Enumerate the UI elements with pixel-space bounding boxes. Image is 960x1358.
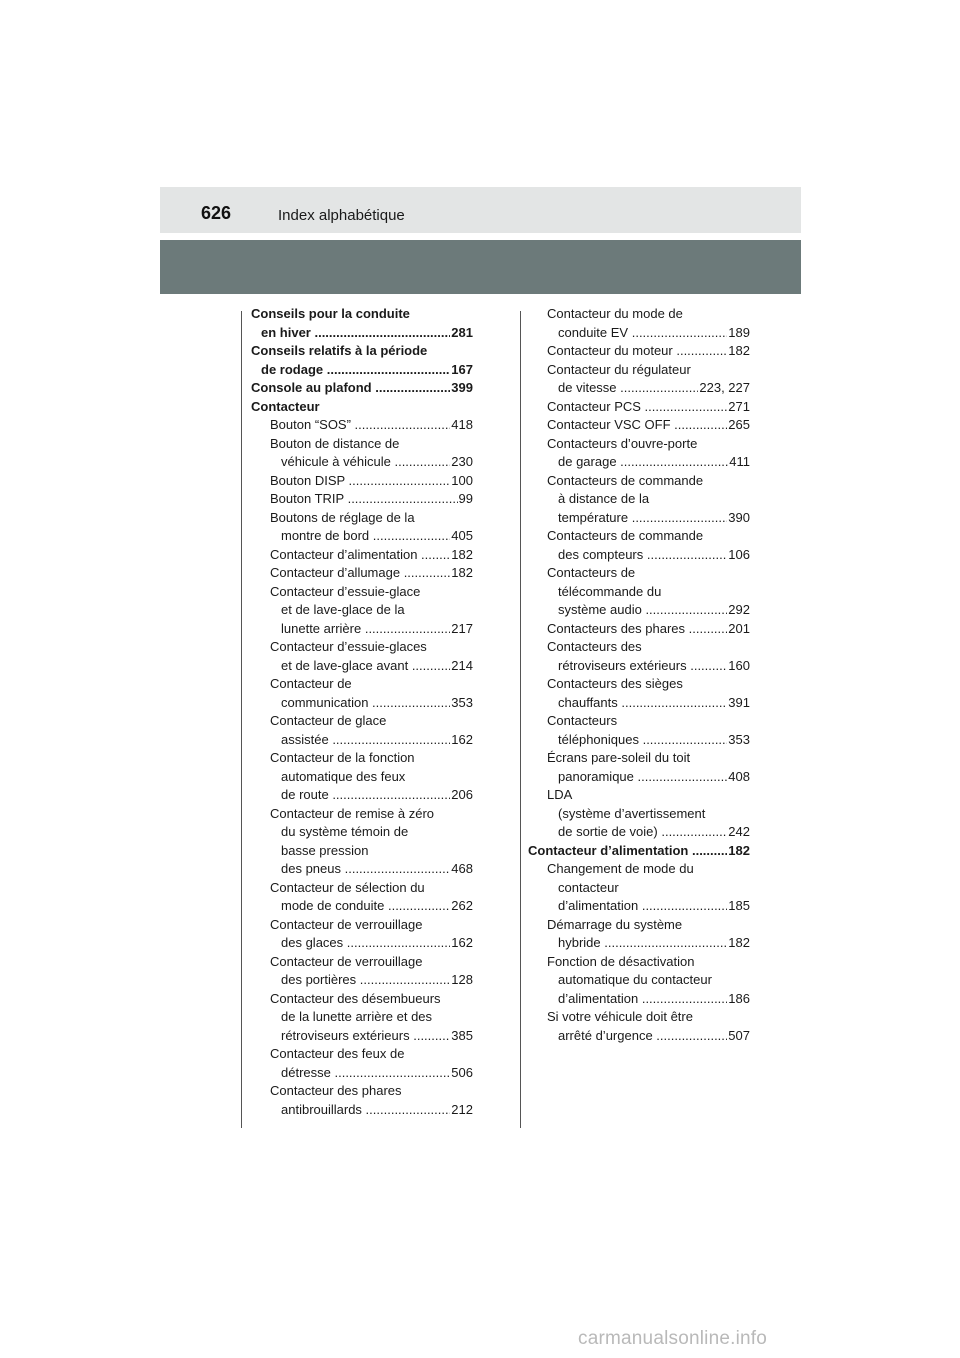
index-entry — [251, 472, 473, 491]
index-entry — [528, 675, 750, 694]
page-number: 626 — [201, 203, 232, 223]
index-entry — [528, 509, 750, 528]
index-entry — [528, 768, 750, 787]
index-entry — [528, 934, 750, 953]
index-entry-text: hybride ..... — [558, 934, 750, 953]
index-page-ref: 353 — [727, 731, 750, 750]
index-entry — [528, 416, 750, 435]
index-entry — [251, 564, 473, 583]
index-page-ref: 262 — [450, 897, 473, 916]
index-page-ref: 405 — [450, 527, 473, 546]
index-entry-text: Conseils relatifs à la période — [251, 343, 428, 358]
index-entry — [528, 786, 750, 805]
index-entry — [251, 342, 473, 361]
index-entry-text: de rodage ..... — [261, 361, 473, 380]
column-divider-right — [520, 311, 521, 1128]
index-entry-text: détresse ..... — [281, 1064, 473, 1083]
index-page-ref: 399 — [450, 379, 473, 398]
index-page-ref: 186 — [727, 990, 750, 1009]
index-entry-text: antibrouillards ..... — [281, 1101, 473, 1120]
index-entry — [528, 361, 750, 380]
index-page-ref: 182 — [450, 564, 473, 583]
index-entry-text: et de lave-glace de la — [281, 602, 405, 617]
index-entry-text: Contacteur des désembueurs — [270, 990, 441, 1006]
index-entry — [251, 583, 473, 602]
column-divider-left — [241, 311, 242, 1128]
index-entry-text: Contacteurs d’ouvre-porte — [547, 435, 698, 451]
index-entry-text: Contacteur de glace — [270, 713, 387, 728]
index-entry-text: lunette arrière ..... — [281, 620, 473, 639]
index-entry-text: Contacteur de sélection du — [270, 879, 425, 895]
index-entry-text: Contacteur du moteur ..... — [547, 342, 750, 361]
index-page-ref: 182 — [450, 546, 473, 565]
index-entry-text: des pneus ..... — [281, 860, 473, 879]
index-entry-text: en hiver ..... — [261, 324, 473, 343]
index-page-ref: 212 — [450, 1101, 473, 1120]
index-entry — [528, 620, 750, 639]
index-entry-text: de route ..... — [281, 786, 473, 805]
index-entry — [251, 1045, 473, 1064]
index-entry-text: chauffants ..... — [558, 694, 750, 713]
index-entry-text: Console au plafond ..... — [251, 379, 473, 398]
index-entry — [528, 805, 750, 824]
index-entry — [251, 620, 473, 639]
index-entry-text: arrêté d’urgence ..... — [558, 1027, 750, 1046]
index-entry-text: de garage ..... — [558, 453, 750, 472]
index-entry — [528, 583, 750, 602]
index-entry — [251, 694, 473, 713]
index-entry-text: Boutons de réglage de la — [270, 509, 415, 525]
index-entry — [528, 897, 750, 916]
index-entry — [251, 416, 473, 435]
index-entry-text: Contacteur des feux de — [270, 1046, 405, 1061]
index-entry — [251, 953, 473, 972]
index-entry-text: Écrans pare-soleil du toit — [547, 750, 691, 765]
index-page-ref: 160 — [727, 657, 750, 676]
index-entry-text: véhicule à véhicule ..... — [281, 453, 473, 472]
index-page-ref: 390 — [727, 509, 750, 528]
index-entry — [251, 1064, 473, 1083]
index-entry — [528, 971, 750, 990]
index-entry-text: Fonction de désactivation — [547, 953, 695, 969]
index-page-ref: 353 — [450, 694, 473, 713]
index-page-ref: 411 — [728, 453, 750, 472]
index-entry — [528, 527, 750, 546]
index-entry — [251, 786, 473, 805]
index-entry-text: de sortie de voie) ..... — [558, 823, 750, 842]
index-page-ref: 100 — [450, 472, 473, 491]
index-page-ref: 106 — [727, 546, 750, 565]
index-entry — [251, 675, 473, 694]
index-entry — [528, 453, 750, 472]
index-entry — [251, 1082, 473, 1101]
index-entry-text: Contacteur de verrouillage — [270, 916, 423, 932]
index-entry-text: Contacteur de remise à zéro — [270, 805, 435, 821]
index-entry-text: Bouton “SOS” ..... — [270, 416, 473, 435]
index-page-ref: 128 — [450, 971, 473, 990]
index-entry — [251, 971, 473, 990]
index-page-ref: 206 — [450, 786, 473, 805]
index-entry-text: Contacteur du mode de — [547, 306, 683, 321]
index-page-ref: 99 — [458, 490, 473, 509]
index-entry — [251, 324, 473, 343]
index-entry — [251, 990, 473, 1009]
index-entry-text: Contacteur de — [270, 676, 352, 691]
index-entry — [528, 398, 750, 417]
index-entry — [528, 1008, 750, 1027]
index-entry — [528, 601, 750, 620]
index-entry — [251, 435, 473, 454]
index-page-ref: 281 — [450, 324, 473, 343]
index-entry — [251, 823, 473, 842]
index-entry — [528, 472, 750, 491]
index-entry — [251, 731, 473, 750]
index-entry — [528, 860, 750, 879]
index-entry — [528, 953, 750, 972]
index-page-ref: 201 — [727, 620, 750, 639]
index-entry — [251, 842, 473, 861]
index-page-ref: 217 — [450, 620, 473, 639]
index-entry — [251, 934, 473, 953]
index-entry-text: Contacteurs des phares ..... — [547, 620, 750, 639]
index-entry-text: système audio ..... — [558, 601, 750, 620]
index-entry-text: Contacteurs des sièges — [547, 676, 683, 691]
index-entry-text: automatique du contacteur — [558, 972, 712, 987]
index-entry-text: panoramique ..... — [558, 768, 750, 787]
index-page-ref: 162 — [450, 934, 473, 953]
index-entry — [251, 638, 473, 657]
watermark: carmanualsonline.info — [578, 1328, 768, 1349]
index-entry — [251, 546, 473, 565]
index-page-ref: 230 — [450, 453, 473, 472]
index-entry-text: Contacteurs des — [547, 639, 642, 654]
index-entry-text: Contacteur de verrouillage — [270, 953, 423, 969]
index-entry — [251, 509, 473, 528]
index-entry — [251, 879, 473, 898]
index-entry-text: Changement de mode du — [547, 861, 694, 876]
index-entry — [528, 749, 750, 768]
index-page-ref: 408 — [727, 768, 750, 787]
section-title: Index alphabétique — [278, 207, 405, 224]
index-entry — [251, 1008, 473, 1027]
index-entry-text: Contacteurs de commande — [547, 472, 704, 488]
index-entry — [528, 305, 750, 324]
index-entry-text: Contacteurs — [547, 713, 618, 728]
index-entry — [528, 712, 750, 731]
index-entry-text: télécommande du — [558, 583, 662, 599]
index-entry — [251, 657, 473, 676]
index-column-2 — [528, 305, 750, 1045]
index-page-ref: 162 — [450, 731, 473, 750]
index-entry-text: d’alimentation ..... — [558, 990, 750, 1009]
index-page-ref: 182 — [727, 342, 750, 361]
index-page-ref: 242 — [727, 823, 750, 842]
index-entry-text: Contacteur de la fonction — [270, 750, 415, 765]
index-entry-text: Contacteur PCS ..... — [547, 398, 750, 417]
index-entry-text: rétroviseurs extérieurs ..... — [281, 1027, 473, 1046]
header-band — [160, 187, 801, 233]
index-entry-text: mode de conduite ..... — [281, 897, 473, 916]
index-entry-text: téléphoniques ..... — [558, 731, 750, 750]
index-page-ref: 214 — [450, 657, 473, 676]
index-entry-text: conduite EV ..... — [558, 324, 750, 343]
index-entry-text: Contacteur — [251, 398, 320, 414]
index-entry — [528, 990, 750, 1009]
index-entry — [528, 638, 750, 657]
index-entry — [528, 916, 750, 935]
index-entry — [528, 1027, 750, 1046]
index-entry — [251, 749, 473, 768]
index-entry — [251, 712, 473, 731]
index-page-ref: 292 — [727, 601, 750, 620]
index-entry-text: température ..... — [558, 509, 750, 528]
index-entry-text: communication ..... — [281, 694, 473, 713]
index-page-ref: 391 — [727, 694, 750, 713]
index-entry — [251, 453, 473, 472]
index-entry — [528, 546, 750, 565]
index-entry-text: Contacteur d’essuie-glaces — [270, 639, 427, 654]
index-entry-text: des portières ..... — [281, 971, 473, 990]
index-entry — [251, 361, 473, 380]
index-entry — [528, 435, 750, 454]
index-entry-text: Bouton de distance de — [270, 435, 400, 451]
index-page-ref: 182 — [727, 934, 750, 953]
index-entry — [251, 805, 473, 824]
index-page-ref: 506 — [450, 1064, 473, 1083]
index-entry-text: Contacteur des phares — [270, 1083, 402, 1098]
index-entry — [528, 342, 750, 361]
index-page-ref: 265 — [727, 416, 750, 435]
index-entry-text: Contacteur d’allumage ..... — [270, 564, 473, 583]
index-entry-text: Contacteur du régulateur — [547, 361, 691, 377]
index-entry-text: des compteurs ..... — [558, 546, 750, 565]
index-entry-text: Bouton TRIP ..... — [270, 490, 473, 509]
index-entry-text: et de lave-glace avant ..... — [281, 657, 473, 676]
index-entry — [528, 731, 750, 750]
index-entry — [528, 879, 750, 898]
index-page-ref: 167 — [450, 361, 473, 380]
index-entry-text: assistée ..... — [281, 731, 473, 750]
index-entry — [528, 657, 750, 676]
index-entry-text: Si votre véhicule doit être — [547, 1009, 693, 1024]
index-entry — [528, 379, 750, 398]
index-page-ref: 418 — [450, 416, 473, 435]
index-entry-text: de la lunette arrière et des — [281, 1009, 433, 1024]
index-entry-text: (système d’avertissement — [558, 805, 706, 821]
index-entry — [251, 527, 473, 546]
index-entry-text: Contacteur d’alimentation ..... — [270, 546, 473, 565]
index-entry-text: basse pression — [281, 842, 369, 858]
index-entry — [528, 823, 750, 842]
index-entry — [251, 601, 473, 620]
index-entry-text: Démarrage du système — [547, 916, 683, 932]
index-entry-text: Contacteurs de commande — [547, 528, 704, 543]
index-entry — [251, 1101, 473, 1120]
index-page-ref: 185 — [727, 897, 750, 916]
index-page-ref: 507 — [727, 1027, 750, 1046]
index-entry — [251, 768, 473, 787]
index-entry — [528, 490, 750, 509]
index-entry — [251, 860, 473, 879]
index-entry-text: Contacteurs de — [547, 565, 636, 580]
index-entry — [251, 398, 473, 417]
index-entry — [251, 379, 473, 398]
index-entry-text: des glaces ..... — [281, 934, 473, 953]
index-entry-text: rétroviseurs extérieurs ..... — [558, 657, 750, 676]
index-entry-text: Contacteur d’alimentation ..... — [528, 842, 750, 861]
index-entry — [528, 564, 750, 583]
index-column-1 — [251, 305, 473, 1119]
index-page-ref: 468 — [450, 860, 473, 879]
index-page-ref: 189 — [727, 324, 750, 343]
index-entry-text: d’alimentation ..... — [558, 897, 750, 916]
index-entry-text: contacteur — [558, 879, 619, 895]
index-page-ref: 182 — [727, 842, 750, 861]
index-page-ref: 223, 227 — [698, 379, 750, 398]
index-entry — [251, 490, 473, 509]
index-entry — [528, 842, 750, 861]
index-entry-text: Contacteur d’essuie-glace — [270, 583, 421, 599]
index-entry — [528, 324, 750, 343]
index-entry-text: Conseils pour la conduite — [251, 306, 410, 321]
index-entry — [528, 694, 750, 713]
index-entry-text: de vitesse ..... — [558, 379, 750, 398]
index-entry-text: montre de bord ..... — [281, 527, 473, 546]
index-page-ref: 385 — [450, 1027, 473, 1046]
chapter-band — [160, 240, 801, 294]
index-entry-text: Contacteur VSC OFF ..... — [547, 416, 750, 435]
index-entry-text: du système témoin de — [281, 824, 409, 839]
index-entry — [251, 916, 473, 935]
index-entry-text: à distance de la — [558, 491, 650, 506]
index-entry — [251, 305, 473, 324]
index-entry-text: LDA — [547, 787, 573, 802]
index-entry-text: Bouton DISP ..... — [270, 472, 473, 491]
index-page-ref: 271 — [727, 398, 750, 417]
index-entry — [251, 897, 473, 916]
index-entry-text: automatique des feux — [281, 768, 406, 784]
index-entry — [251, 1027, 473, 1046]
